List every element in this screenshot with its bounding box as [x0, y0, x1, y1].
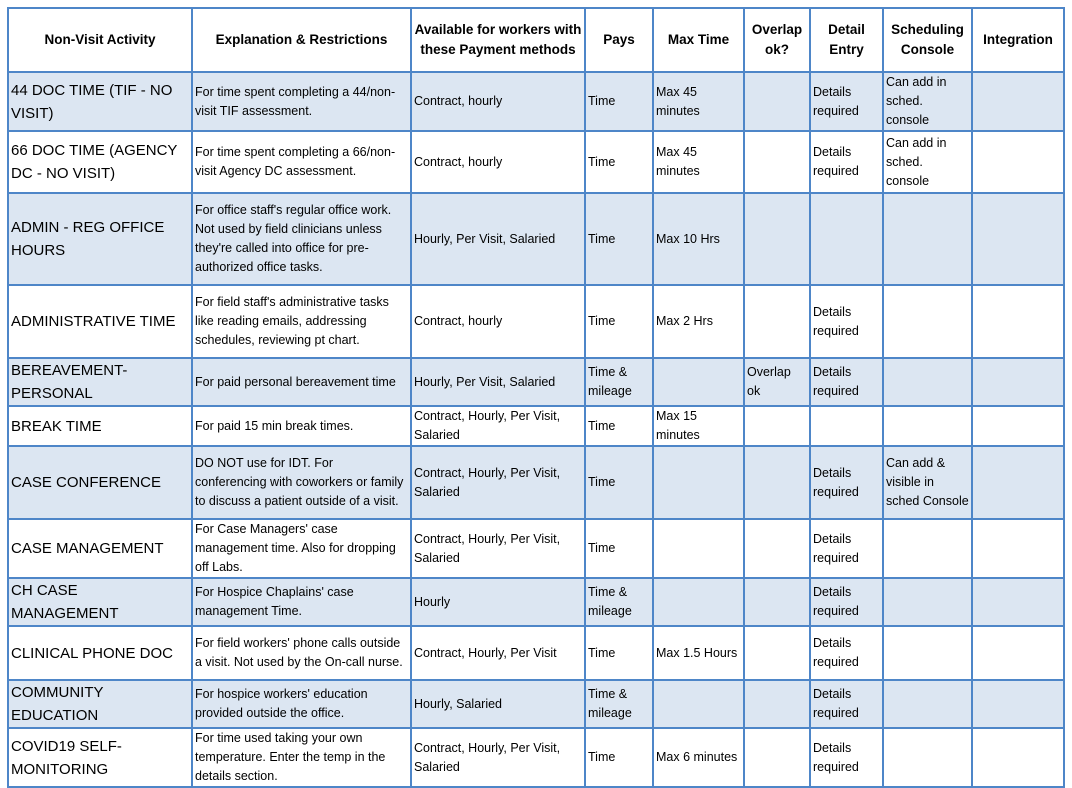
cell-integration	[972, 406, 1064, 446]
cell-scheduling-console	[883, 578, 972, 626]
col-header-max-time: Max Time	[653, 8, 744, 72]
cell-activity: 66 DOC TIME (AGENCY DC - NO VISIT)	[8, 131, 192, 193]
non-visit-activity-table	[7, 7, 1065, 788]
cell-detail-entry	[810, 193, 883, 285]
col-header-detail-entry: Detail Entry	[810, 8, 883, 72]
table-body	[8, 72, 1064, 787]
col-header-scheduling-console: Scheduling Console	[883, 8, 972, 72]
table-row	[8, 131, 1064, 193]
col-header-payment-methods: Available for workers with these Payment methods	[411, 8, 585, 72]
cell-explanation: For field staff's administrative tasks like reading emails, addressing schedules, reviewing pt chart.	[192, 285, 411, 358]
cell-pays: Time	[585, 446, 653, 519]
cell-pays: Time	[585, 406, 653, 446]
cell-activity: CASE CONFERENCE	[8, 446, 192, 519]
cell-overlap	[744, 285, 810, 358]
cell-detail-entry: Details required	[810, 131, 883, 193]
cell-explanation: For office staff's regular office work. Not used by field clinicians unless they're called into office for pre-authorized office tasks.	[192, 193, 411, 285]
cell-scheduling-console: Can add in sched. console	[883, 131, 972, 193]
table-row	[8, 728, 1064, 787]
cell-detail-entry: Details required	[810, 446, 883, 519]
cell-activity: ADMIN - REG OFFICE HOURS	[8, 193, 192, 285]
cell-payment-methods: Hourly, Per Visit, Salaried	[411, 193, 585, 285]
cell-max-time: Max 45 minutes	[653, 131, 744, 193]
cell-max-time	[653, 446, 744, 519]
col-header-explanation: Explanation & Restrictions	[192, 8, 411, 72]
cell-explanation: For time spent completing a 44/non-visit TIF assessment.	[192, 72, 411, 131]
cell-payment-methods: Hourly, Salaried	[411, 680, 585, 728]
cell-overlap: Overlap ok	[744, 358, 810, 406]
cell-overlap	[744, 626, 810, 680]
cell-explanation: For paid personal bereavement time	[192, 358, 411, 406]
cell-integration	[972, 626, 1064, 680]
cell-activity: CH CASE MANAGEMENT	[8, 578, 192, 626]
cell-scheduling-console: Can add in sched. console	[883, 72, 972, 131]
cell-payment-methods: Contract, hourly	[411, 72, 585, 131]
cell-scheduling-console	[883, 680, 972, 728]
cell-pays: Time	[585, 285, 653, 358]
cell-scheduling-console	[883, 728, 972, 787]
table-row	[8, 406, 1064, 446]
table-row	[8, 626, 1064, 680]
table-row	[8, 680, 1064, 728]
table-row	[8, 578, 1064, 626]
cell-overlap	[744, 680, 810, 728]
cell-detail-entry: Details required	[810, 72, 883, 131]
cell-detail-entry: Details required	[810, 285, 883, 358]
cell-overlap	[744, 131, 810, 193]
cell-scheduling-console	[883, 285, 972, 358]
cell-pays: Time & mileage	[585, 680, 653, 728]
table-row	[8, 72, 1064, 131]
cell-integration	[972, 131, 1064, 193]
cell-pays: Time	[585, 131, 653, 193]
cell-explanation: For time spent completing a 66/non-visit Agency DC assessment.	[192, 131, 411, 193]
col-header-overlap: Overlap ok?	[744, 8, 810, 72]
cell-explanation: For hospice workers' education provided outside the office.	[192, 680, 411, 728]
cell-payment-methods: Hourly	[411, 578, 585, 626]
cell-pays: Time	[585, 72, 653, 131]
cell-pays: Time	[585, 519, 653, 578]
table-row	[8, 446, 1064, 519]
cell-activity: COMMUNITY EDUCATION	[8, 680, 192, 728]
cell-max-time	[653, 680, 744, 728]
cell-activity: CASE MANAGEMENT	[8, 519, 192, 578]
cell-overlap	[744, 578, 810, 626]
cell-pays: Time & mileage	[585, 358, 653, 406]
cell-activity: ADMINISTRATIVE TIME	[8, 285, 192, 358]
cell-explanation: For Case Managers' case management time. Also for dropping off Labs.	[192, 519, 411, 578]
cell-max-time	[653, 358, 744, 406]
cell-payment-methods: Contract, Hourly, Per Visit, Salaried	[411, 519, 585, 578]
cell-scheduling-console	[883, 193, 972, 285]
cell-pays: Time	[585, 626, 653, 680]
cell-max-time: Max 10 Hrs	[653, 193, 744, 285]
cell-integration	[972, 193, 1064, 285]
cell-payment-methods: Hourly, Per Visit, Salaried	[411, 358, 585, 406]
cell-integration	[972, 358, 1064, 406]
cell-max-time: Max 1.5 Hours	[653, 626, 744, 680]
cell-payment-methods: Contract, Hourly, Per Visit, Salaried	[411, 406, 585, 446]
cell-overlap	[744, 519, 810, 578]
table-row	[8, 193, 1064, 285]
cell-integration	[972, 285, 1064, 358]
cell-overlap	[744, 72, 810, 131]
col-header-integration: Integration	[972, 8, 1064, 72]
cell-payment-methods: Contract, Hourly, Per Visit	[411, 626, 585, 680]
cell-payment-methods: Contract, Hourly, Per Visit, Salaried	[411, 446, 585, 519]
cell-explanation: For Hospice Chaplains' case management Time.	[192, 578, 411, 626]
table-row	[8, 358, 1064, 406]
cell-integration	[972, 578, 1064, 626]
table-row	[8, 285, 1064, 358]
cell-max-time: Max 45 minutes	[653, 72, 744, 131]
cell-explanation: For field workers' phone calls outside a visit. Not used by the On-call nurse.	[192, 626, 411, 680]
cell-pays: Time & mileage	[585, 578, 653, 626]
cell-detail-entry: Details required	[810, 680, 883, 728]
cell-integration	[972, 72, 1064, 131]
cell-max-time	[653, 578, 744, 626]
cell-activity: CLINICAL PHONE DOC	[8, 626, 192, 680]
cell-pays: Time	[585, 193, 653, 285]
cell-payment-methods: Contract, Hourly, Per Visit, Salaried	[411, 728, 585, 787]
col-header-activity: Non-Visit Activity	[8, 8, 192, 72]
cell-overlap	[744, 446, 810, 519]
cell-detail-entry: Details required	[810, 358, 883, 406]
cell-max-time: Max 2 Hrs	[653, 285, 744, 358]
cell-overlap	[744, 406, 810, 446]
cell-activity: BREAK TIME	[8, 406, 192, 446]
cell-overlap	[744, 728, 810, 787]
cell-max-time: Max 15 minutes	[653, 406, 744, 446]
cell-pays: Time	[585, 728, 653, 787]
cell-detail-entry	[810, 406, 883, 446]
cell-payment-methods: Contract, hourly	[411, 131, 585, 193]
cell-scheduling-console: Can add & visible in sched Console	[883, 446, 972, 519]
cell-activity: BEREAVEMENT- PERSONAL	[8, 358, 192, 406]
cell-integration	[972, 728, 1064, 787]
cell-activity: 44 DOC TIME (TIF - NO VISIT)	[8, 72, 192, 131]
cell-max-time: Max 6 minutes	[653, 728, 744, 787]
cell-scheduling-console	[883, 358, 972, 406]
cell-activity: COVID19 SELF-MONITORING	[8, 728, 192, 787]
cell-detail-entry: Details required	[810, 578, 883, 626]
cell-detail-entry: Details required	[810, 519, 883, 578]
cell-integration	[972, 519, 1064, 578]
cell-scheduling-console	[883, 406, 972, 446]
cell-integration	[972, 446, 1064, 519]
cell-scheduling-console	[883, 626, 972, 680]
cell-overlap	[744, 193, 810, 285]
cell-max-time	[653, 519, 744, 578]
cell-detail-entry: Details required	[810, 728, 883, 787]
cell-explanation: DO NOT use for IDT. For conferencing with coworkers or family to discuss a patient outside of a visit.	[192, 446, 411, 519]
header-row	[8, 8, 1064, 72]
cell-explanation: For paid 15 min break times.	[192, 406, 411, 446]
cell-detail-entry: Details required	[810, 626, 883, 680]
col-header-pays: Pays	[585, 8, 653, 72]
table-row	[8, 519, 1064, 578]
cell-integration	[972, 680, 1064, 728]
cell-explanation: For time used taking your own temperature. Enter the temp in the details section.	[192, 728, 411, 787]
cell-payment-methods: Contract, hourly	[411, 285, 585, 358]
cell-scheduling-console	[883, 519, 972, 578]
